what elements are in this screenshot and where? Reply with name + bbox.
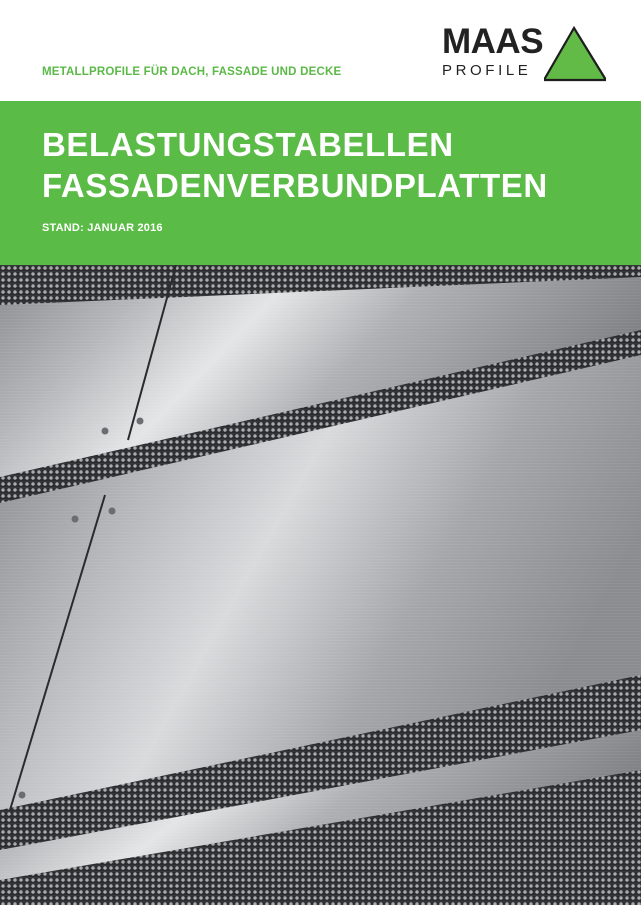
tagline: METALLPROFILE FÜR DACH, FASSADE UND DECKE	[42, 66, 342, 78]
cover-title	[42, 124, 548, 206]
maas-profile-logo	[440, 22, 610, 82]
logo-word: MAAS	[442, 22, 544, 61]
title-line-2: FASSADENVERBUNDPLATTEN	[42, 167, 548, 204]
facade-photo	[0, 265, 641, 905]
stand-date: STAND: JANUAR 2016	[42, 222, 163, 234]
title-line-1: BELASTUNGSTABELLEN	[42, 126, 454, 163]
logo-subtitle: PROFILE	[442, 62, 532, 79]
logo-triangle-icon	[544, 26, 606, 82]
